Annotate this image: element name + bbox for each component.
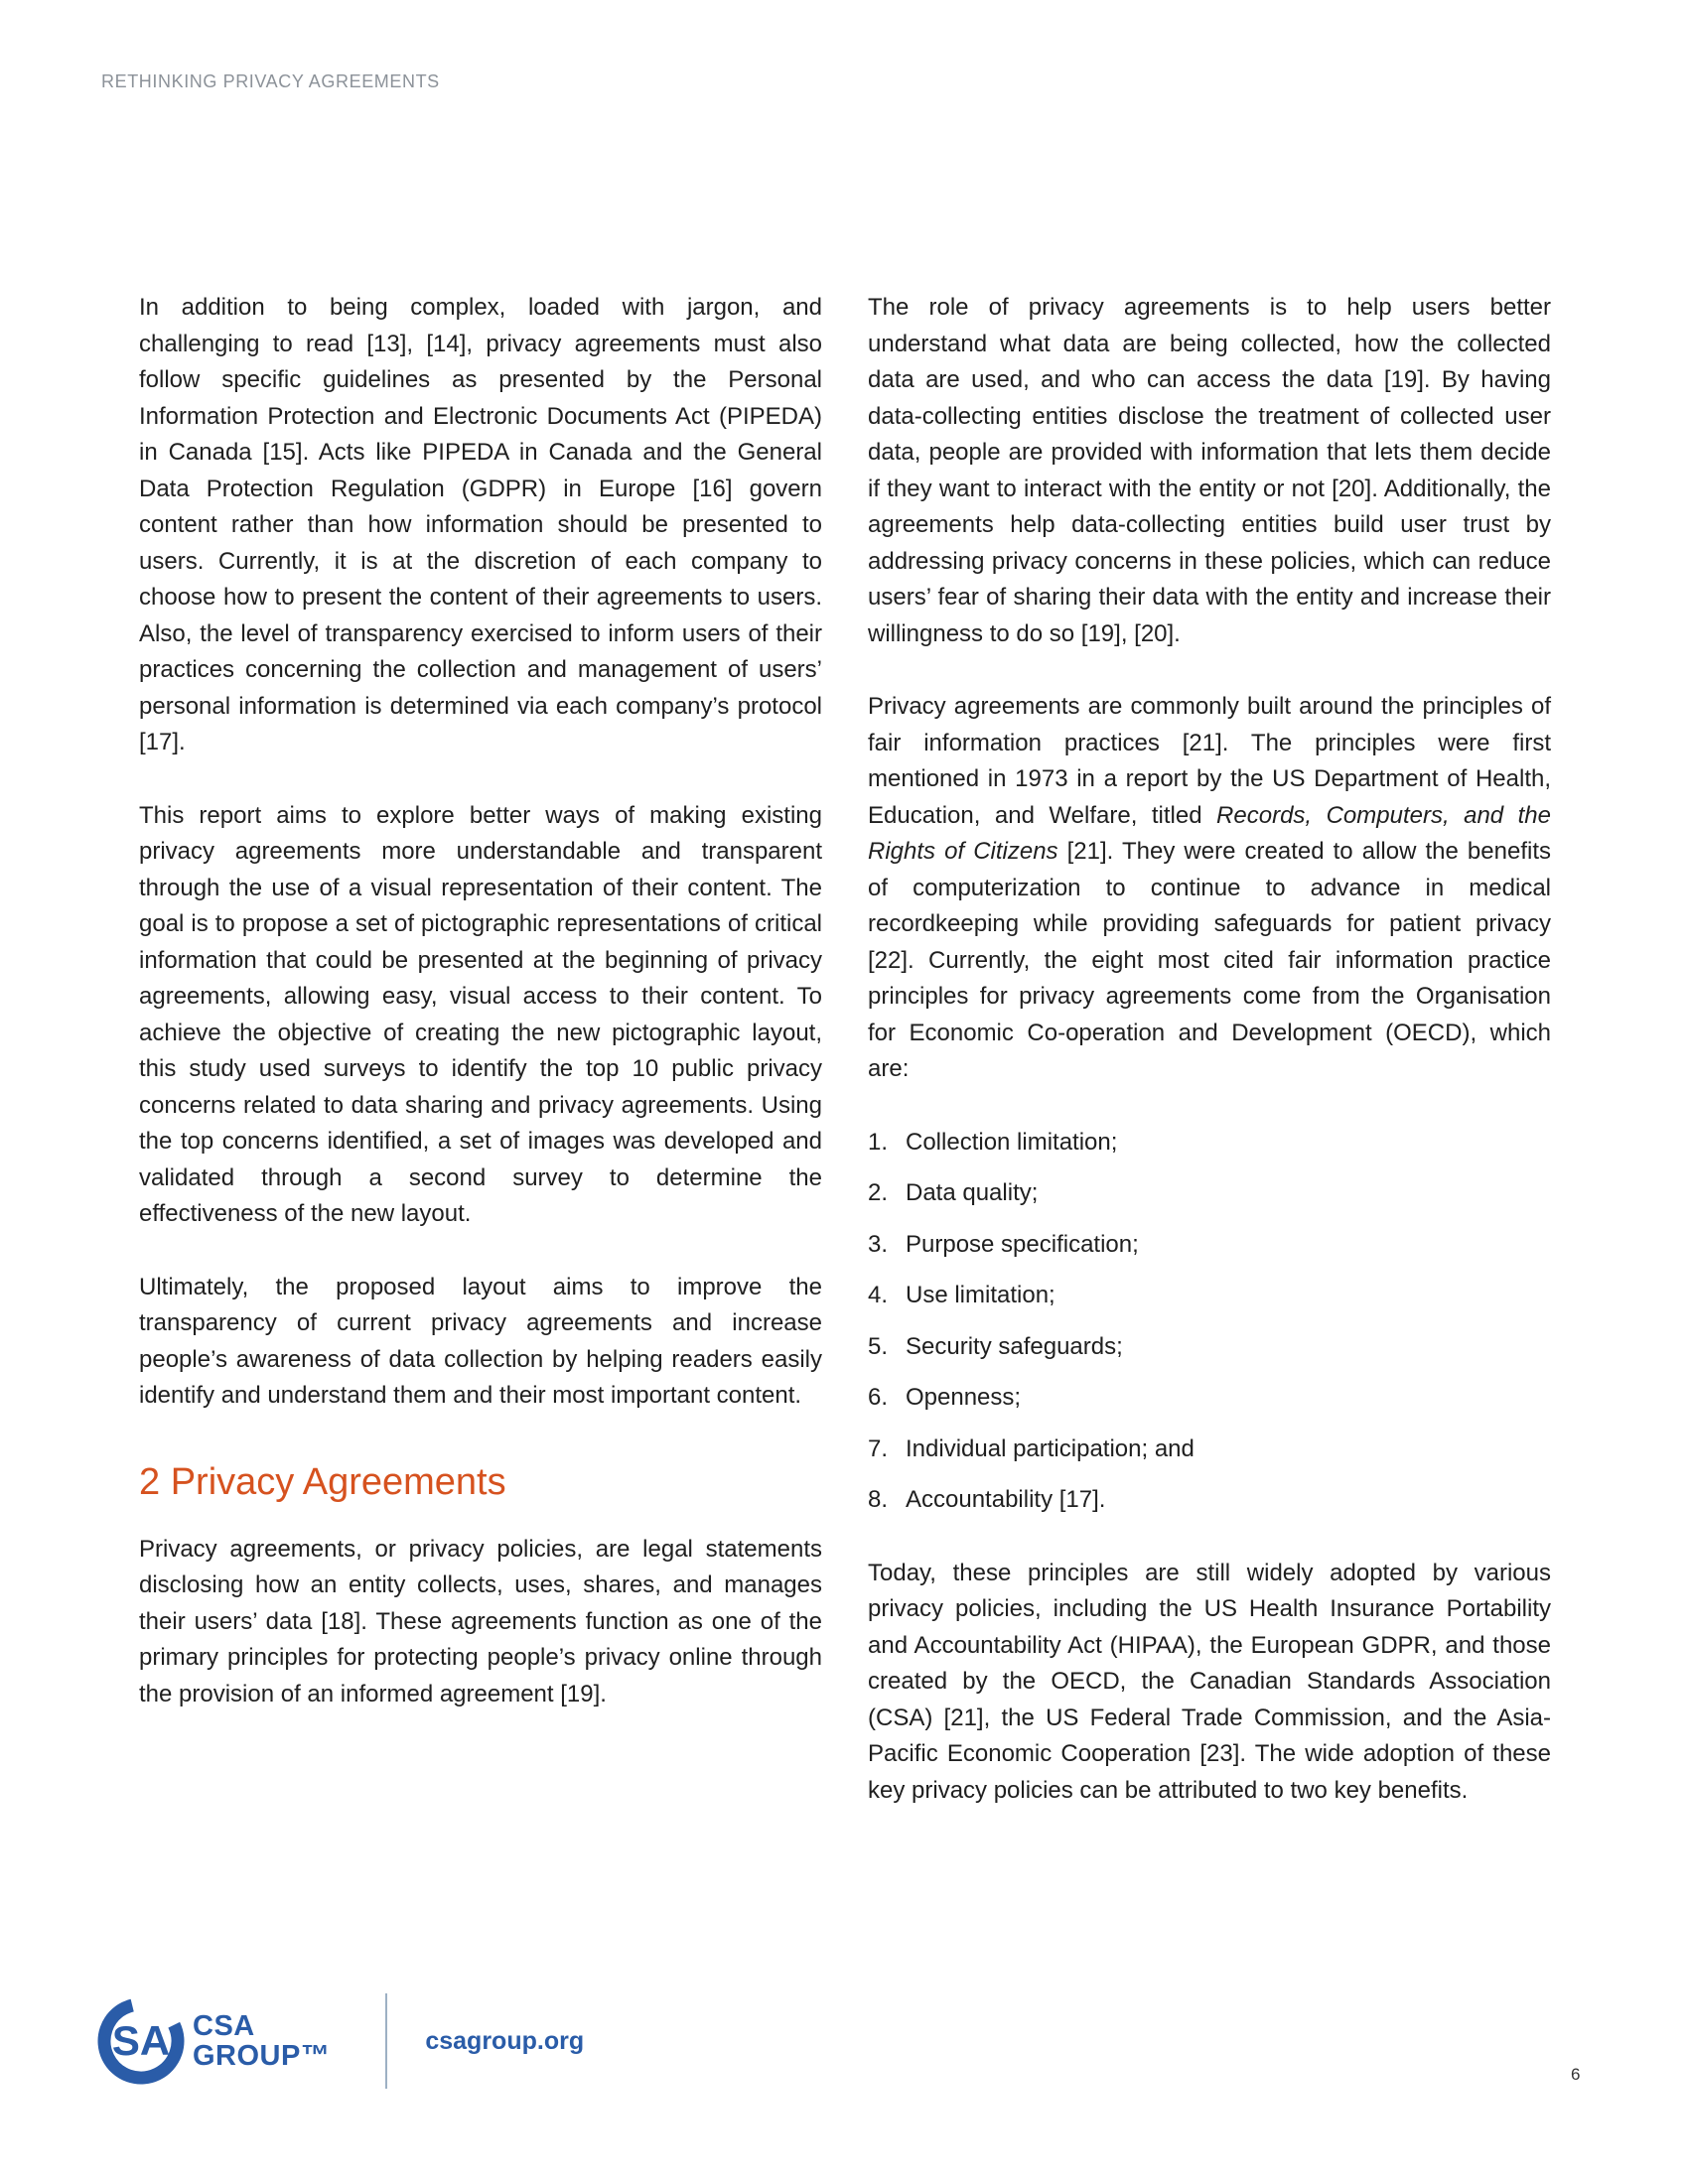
- list-item-number: 3.: [868, 1230, 889, 1258]
- csa-logo-wordmark: [193, 2011, 330, 2071]
- left-column: [139, 290, 822, 1809]
- running-header-title: RETHINKING PRIVACY AGREEMENTS: [101, 71, 440, 91]
- paragraph: The role of privacy agreements is to help users better understand what data are being collected, how the collected data are used, and who can access the data [19]. By having data-collecting entities disclose the treatment of collected user data, people are provided with information that lets them decide if they want to interact with the entity or not [20]. Additionally, the agreements help data-collecting entities build user trust by addressing privacy concerns in these policies, which can reduce users’ fear of sharing their data with the entity and increase their willingness to do so [19], [20].: [868, 294, 1551, 647]
- body-columns: [139, 290, 1551, 1809]
- list-item-number: 4.: [868, 1282, 889, 1308]
- list-item: [868, 1482, 1551, 1519]
- list-item-text: Purpose specification;: [906, 1230, 1139, 1258]
- paragraph: Today, these principles are still widely adopted by various privacy policies, including the US Health Insurance Portability and Accountability Act (HIPAA), the European GDPR, and those created by the OECD, the Canadian Standards Association (CSA) [21], the US Federal Trade Commission, and the Asia-Pacific Economic Cooperation [23]. The wide adoption of these key privacy policies can be attributed to two key benefits.: [868, 1559, 1551, 1804]
- list-item-text: Accountability [17].: [906, 1486, 1106, 1513]
- book-title-italic: Records, Computers, and the Rights of Citizens: [868, 801, 1551, 865]
- website-link[interactable]: csagroup.org: [425, 2026, 585, 2055]
- list-item-number: 1.: [868, 1128, 889, 1156]
- csa-group-logo-icon: [97, 1995, 185, 2087]
- list-item: [868, 1278, 1551, 1314]
- paragraph: Ultimately, the proposed layout aims to improve the transparency of current privacy agreements and increase people’s awareness of data collection by helping readers easily identify and understand them and their most important content.: [139, 1273, 822, 1409]
- right-column: [868, 290, 1551, 1809]
- list-item: [868, 1432, 1551, 1468]
- paragraph: Privacy agreements, or privacy policies, are legal statements disclosing how an entity collects, uses, shares, and manages their users’ data [18]. These agreements function as one of the primary principles for protecting people’s privacy online through the provision of an informed agreement [19].: [139, 1535, 822, 1707]
- list-item: [868, 1125, 1551, 1161]
- list-item: [868, 1175, 1551, 1212]
- list-item: [868, 1227, 1551, 1264]
- list-item-text: Data quality;: [906, 1179, 1039, 1206]
- csa-logo-monogram: SA: [111, 2017, 171, 2064]
- logo-wordmark-line2: GROUP™: [193, 2040, 331, 2072]
- list-item: [868, 1380, 1551, 1417]
- principles-list: [868, 1125, 1551, 1519]
- section-heading: 2 Privacy Agreements: [139, 1460, 506, 1503]
- list-item-number: 2.: [868, 1179, 889, 1206]
- footer-divider: [385, 1993, 387, 2089]
- page-footer: [97, 1993, 584, 2089]
- list-item-number: 7.: [868, 1434, 889, 1462]
- paragraph-text: Privacy agreements are commonly built around the principles of fair information practices [21]. The principles were first mentioned in 1973 in a report by the US Department of Health, Education, and Welfare, titled: [868, 693, 1551, 829]
- paragraph: This report aims to explore better ways of making existing privacy agreements more understandable and transparent through the use of a visual representation of their content. The goal is to propose a set of pictographic representations of critical information that could be presented at the beginning of privacy agreements, allowing easy, visual access to their content. To achieve the objective of creating the new pictographic layout, this study used surveys to identify the top 10 public privacy concerns related to data sharing and privacy agreements. Using the top concerns identified, a set of images was developed and validated through a second survey to determine the effectiveness of the new layout.: [139, 801, 822, 1227]
- logo-wordmark-line1: CSA: [193, 2010, 255, 2042]
- list-item: [868, 1329, 1551, 1366]
- page-number: 6: [1571, 2065, 1581, 2084]
- list-item-text: Openness;: [906, 1384, 1022, 1411]
- list-item-text: Individual participation; and: [906, 1434, 1195, 1462]
- paragraph-text: [21]. They were created to allow the benefits of computerization to continue to advance in medical recordkeeping while providing safeguards for patient privacy [22]. Currently, the eight most cited fair information practice principles for privacy agreements come from the Organisation for Economic Co-operation and Development (OECD), which are:: [868, 838, 1551, 1082]
- list-item-text: Use limitation;: [906, 1282, 1055, 1308]
- list-item-number: 8.: [868, 1486, 889, 1513]
- list-item-number: 6.: [868, 1384, 889, 1411]
- paragraph: In addition to being complex, loaded with jargon, and challenging to read [13], [14], privacy agreements must also follow specific guidelines as presented by the Personal Information Protection and Electronic Documents Act (PIPEDA) in Canada [15]. Acts like PIPEDA in Canada and the General Data Protection Regulation (GDPR) in Europe [16] govern content rather than how information should be presented to users. Currently, it is at the discretion of each company to choose how to present the content of their agreements to users. Also, the level of transparency exercised to inform users of their practices concerning the collection and management of users’ personal information is determined via each company’s protocol [17].: [139, 294, 822, 755]
- paragraph: [868, 689, 1551, 1088]
- list-item-text: Collection limitation;: [906, 1128, 1118, 1156]
- list-item-text: Security safeguards;: [906, 1332, 1123, 1360]
- list-item-number: 5.: [868, 1332, 889, 1360]
